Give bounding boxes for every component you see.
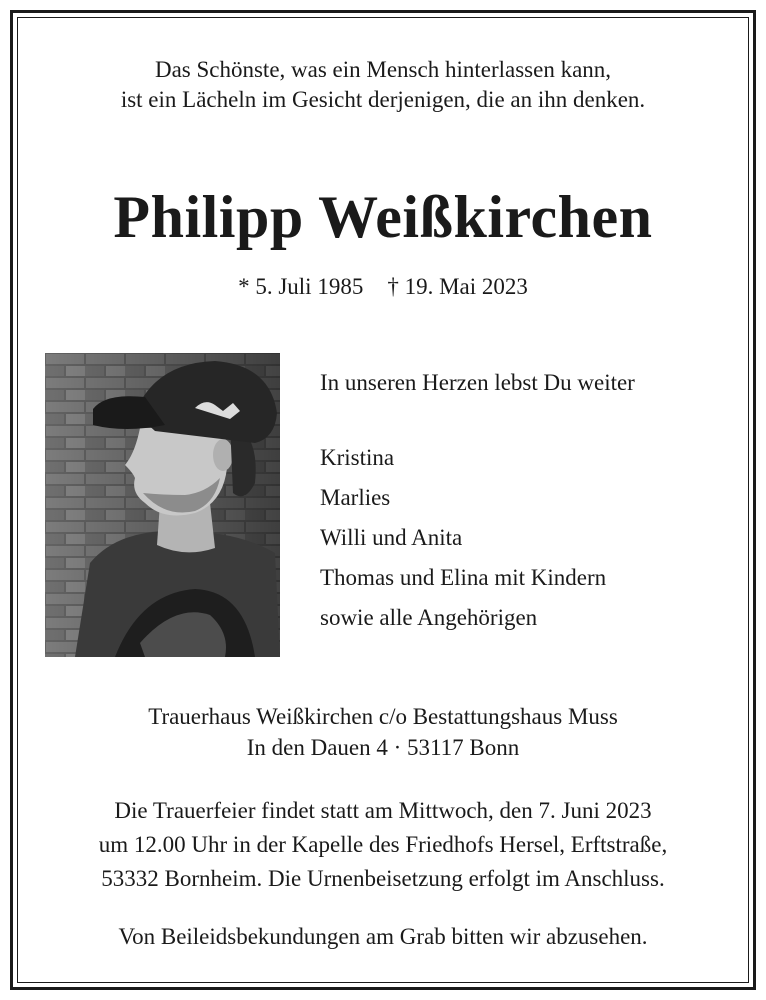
closing-note: Von Beileidsbekundungen am Grab bitten wir abzusehen. xyxy=(118,924,648,949)
portrait-photo xyxy=(45,353,280,657)
family-member: sowie alle Angehörigen xyxy=(320,605,538,630)
motto-line-2: ist ein Lächeln im Gesicht derjenigen, die an ihn denken. xyxy=(120,87,646,112)
family-member: Thomas und Elina mit Kindern xyxy=(320,565,607,590)
deceased-name: Philipp Weißkirchen xyxy=(113,184,653,250)
family-member: Kristina xyxy=(320,445,395,470)
motto-line-1: Das Schönste, was ein Mensch hinterlassen kann, xyxy=(154,57,612,82)
birth-date: * 5. Juli 1985 xyxy=(238,274,364,299)
ceremony-line-1: Die Trauerfeier findet statt am Mittwoch, den 7. Juni 2023 xyxy=(114,798,652,823)
family-member: Marlies xyxy=(320,485,391,510)
family-dedication: In unseren Herzen lebst Du weiter xyxy=(320,370,635,395)
family-member: Willi und Anita xyxy=(320,525,463,550)
ceremony-line-2: um 12.00 Uhr in der Kapelle des Friedhofs Hersel, Erftstraße, xyxy=(98,832,668,857)
address-line-1: Trauerhaus Weißkirchen c/o Bestattungshaus Muss xyxy=(148,704,618,729)
life-dates xyxy=(0,272,766,302)
ceremony-line-3: 53332 Bornheim. Die Urnenbeisetzung erfolgt im Anschluss. xyxy=(101,866,665,891)
death-date: † 19. Mai 2023 xyxy=(387,274,528,299)
address-line-2: In den Dauen 4 · 53117 Bonn xyxy=(246,735,520,760)
